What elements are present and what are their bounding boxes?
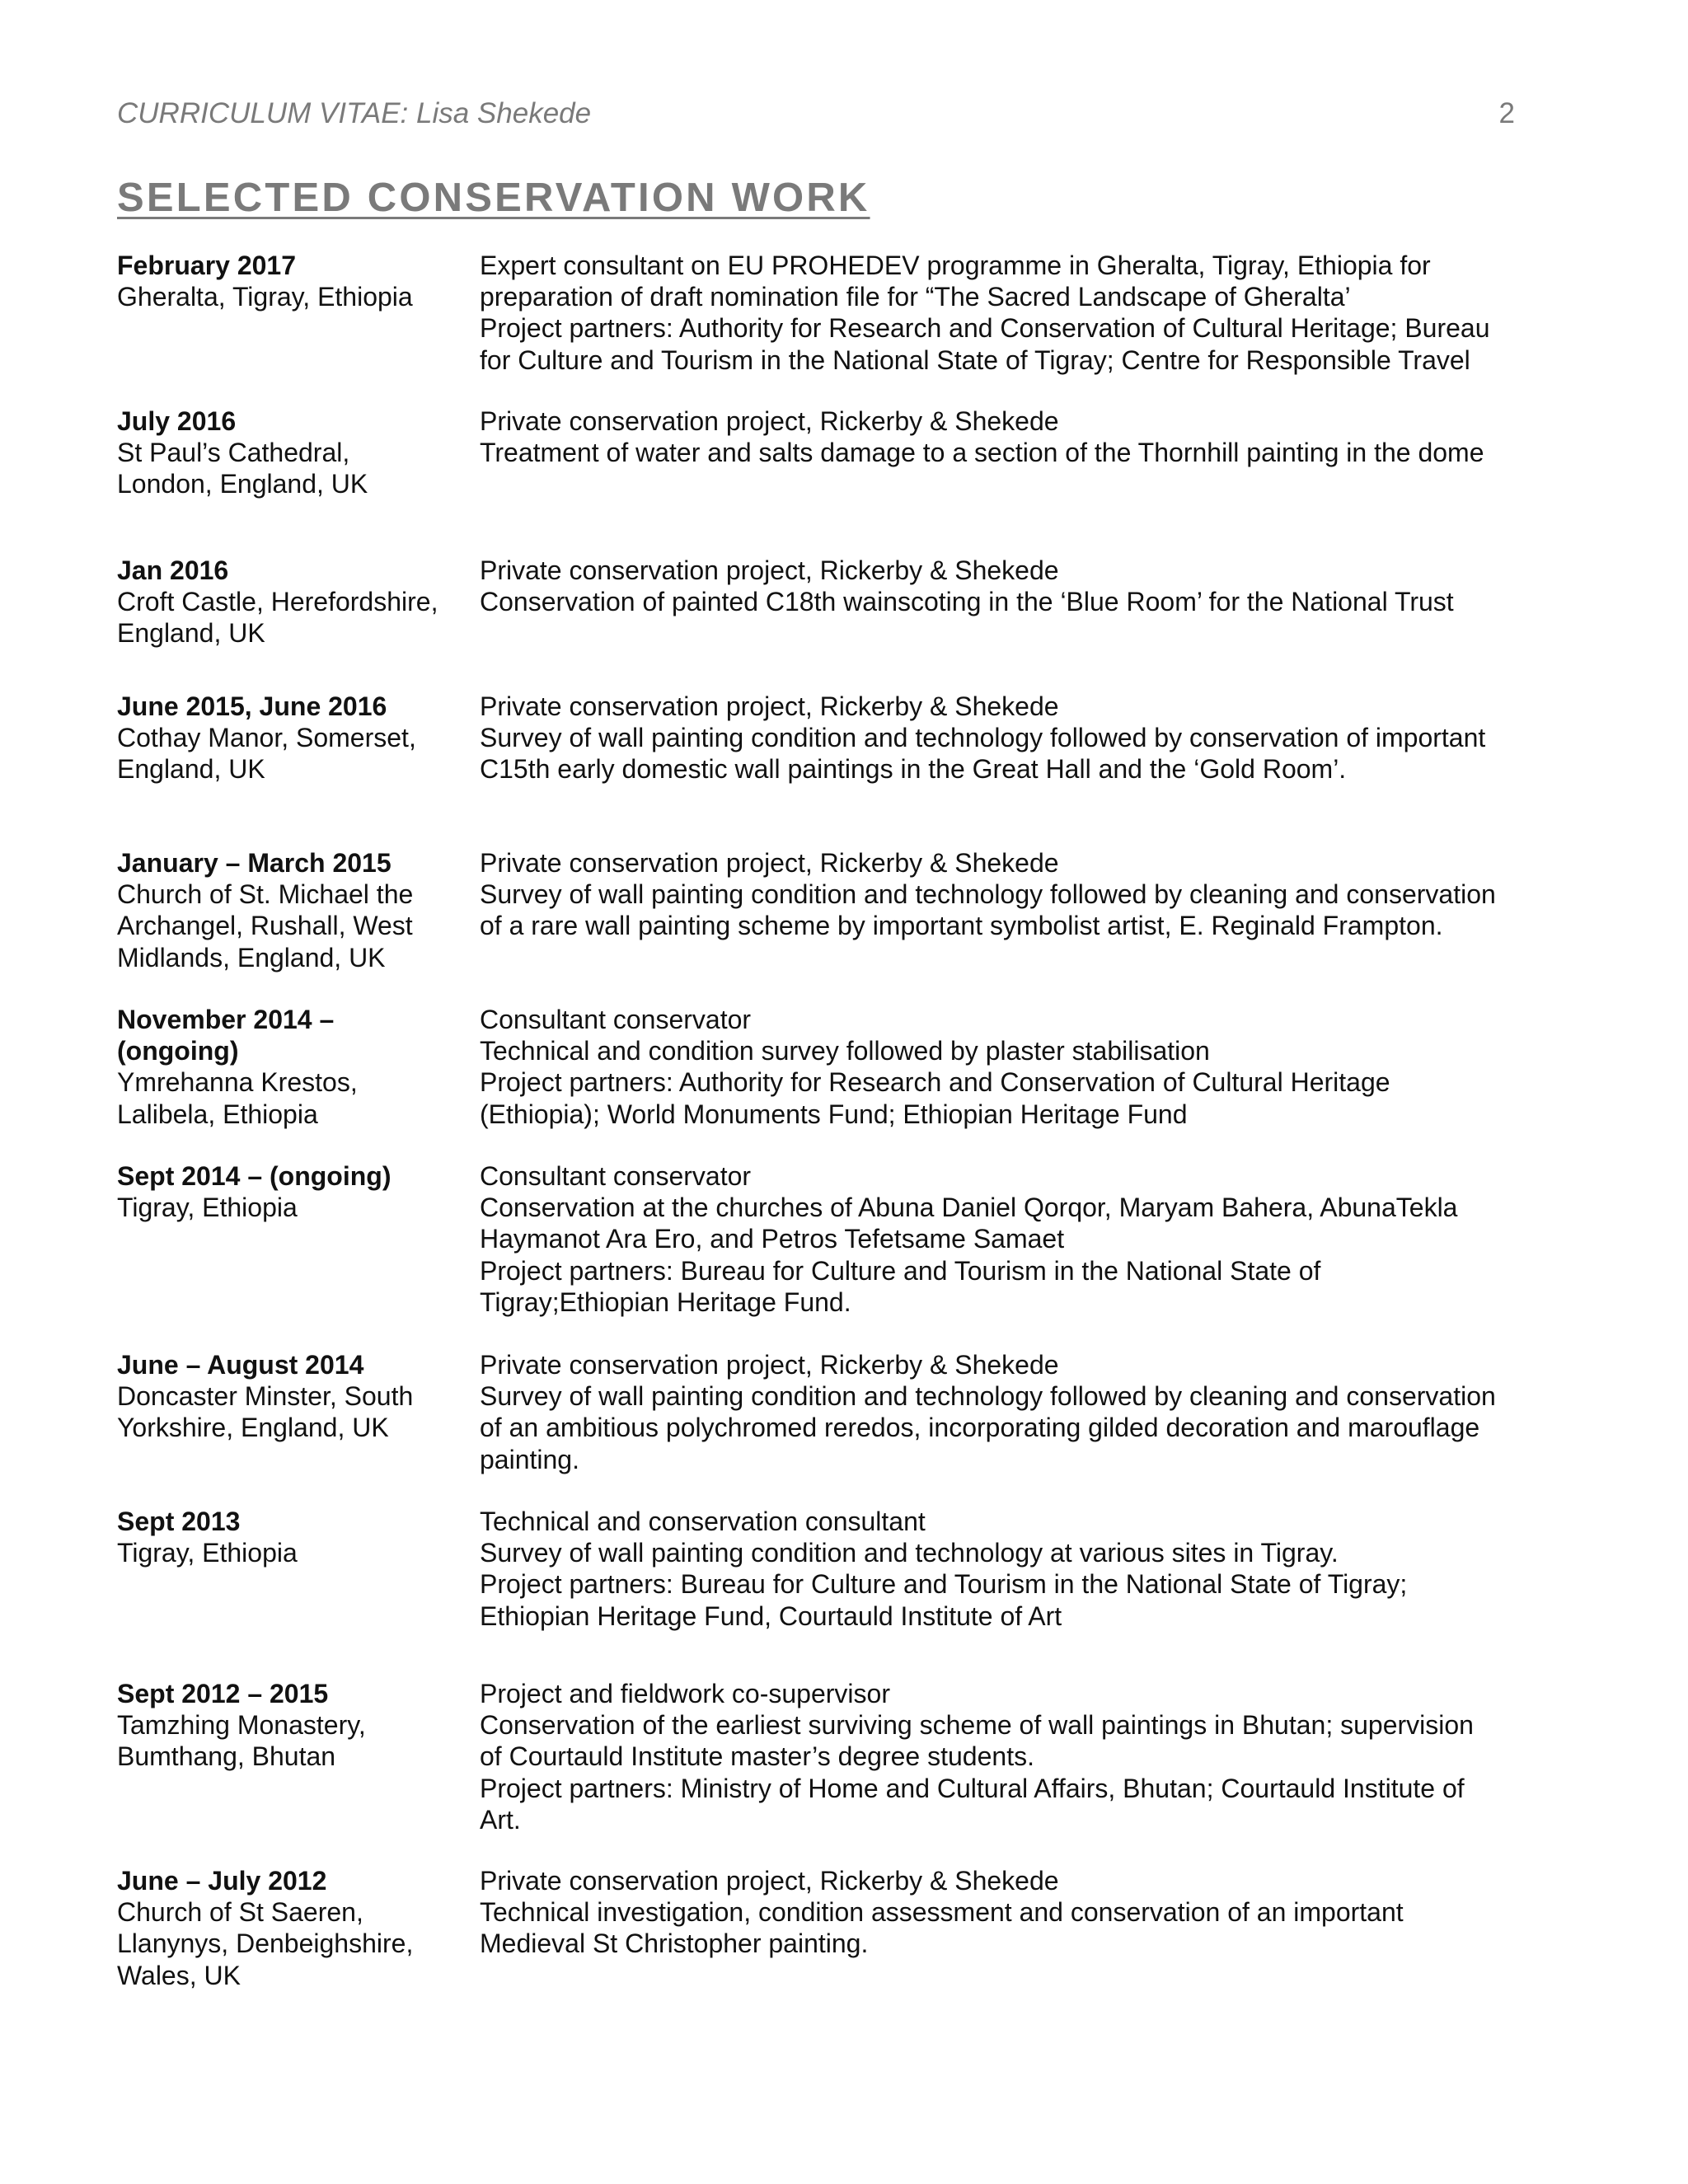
entry-detail-line: Technical investigation, condition assessment and conservation of an important — [480, 1897, 1404, 1928]
entry-location: Ymrehanna Krestos, — [117, 1067, 358, 1098]
entry-location: Archangel, Rushall, West — [117, 911, 413, 941]
entry-detail-line: Ethiopian Heritage Fund, Courtauld Institute of Art — [480, 1601, 1062, 1631]
page-number: 2 — [1498, 97, 1515, 129]
entry-detail-line: Technical and conservation consultant — [480, 1507, 926, 1536]
entry-description — [480, 555, 1667, 617]
entry-description — [480, 405, 1667, 468]
entry-date-location — [117, 1160, 463, 1223]
entry-detail-line: Private conservation project, Rickerby & Shekede — [480, 691, 1059, 721]
entry-detail-line: Survey of wall painting condition and technology followed by conservation of important — [480, 723, 1486, 753]
entry-location: Lalibela, Ethiopia — [117, 1099, 318, 1129]
header-person-name: : Lisa Shekede — [400, 97, 592, 129]
entry-detail-line: painting. — [480, 1444, 579, 1474]
entry-location: Church of St. Michael the — [117, 879, 414, 910]
entry-date-location — [117, 1865, 463, 1991]
entry-date-location — [117, 1004, 463, 1130]
page-header — [117, 97, 1515, 134]
entry-location: Wales, UK — [117, 1960, 241, 1990]
entry-detail-line: Project partners: Authority for Research and Conservation of Cultural Heritage; Bureau — [480, 313, 1490, 344]
entry-detail-line: Private conservation project, Rickerby & Shekede — [480, 555, 1059, 585]
entry-description — [480, 691, 1667, 785]
entry-detail-line: Haymanot Ara Ero, and Petros Tefetsame Samaet — [480, 1224, 1065, 1254]
entry-detail-line: Art. — [480, 1804, 521, 1835]
entry-date-location — [117, 1349, 463, 1444]
entry-detail-line: Project and fieldwork co-supervisor — [480, 1679, 890, 1708]
entry-detail-line: Survey of wall painting condition and technology at various sites in Tigray. — [480, 1538, 1339, 1568]
entry-date-location — [117, 250, 463, 312]
entry-location: Doncaster Minster, South — [117, 1381, 414, 1412]
entry-location: Midlands, England, UK — [117, 942, 386, 972]
entry-detail-line: Private conservation project, Rickerby & Shekede — [480, 848, 1059, 878]
entry-date-location — [117, 691, 463, 785]
entry-detail-line: Treatment of water and salts damage to a section of the Thornhill painting in the dome — [480, 438, 1484, 468]
entry-location: Gheralta, Tigray, Ethiopia — [117, 282, 413, 312]
entry-detail-line: of Courtauld Institute master’s degree students. — [480, 1741, 1034, 1772]
entry-detail-line: for Culture and Tourism in the National State of Tigray; Centre for Responsible Travel — [480, 344, 1470, 375]
entry-date: Jan 2016 — [117, 555, 229, 585]
entry-detail-line: Tigray;Ethiopian Heritage Fund. — [480, 1286, 851, 1317]
header-title — [117, 97, 591, 130]
entry-location: Tigray, Ethiopia — [117, 1538, 298, 1568]
entry-location: England, UK — [117, 754, 265, 785]
entry-description — [480, 1004, 1667, 1130]
entry-detail-line: Technical and condition survey followed by plaster stabilisation — [480, 1036, 1210, 1066]
entry-date: Sept 2014 – (ongoing) — [117, 1161, 392, 1191]
entry-location: England, UK — [117, 618, 265, 649]
entry-date-location — [117, 405, 463, 500]
entry-detail-line: Consultant conservator — [480, 1161, 752, 1191]
entry-location: Croft Castle, Herefordshire, — [117, 587, 438, 617]
entry-detail-line: Conservation at the churches of Abuna Daniel Qorqor, Maryam Bahera, AbunaTekla — [480, 1193, 1458, 1223]
entry-date-location — [117, 1678, 463, 1773]
entry-detail-line: Conservation of the earliest surviving scheme of wall paintings in Bhutan; supervision — [480, 1710, 1474, 1741]
header-cv-label: CURRICULUM VITAE — [117, 97, 401, 129]
entry-detail-line: Private conservation project, Rickerby & Shekede — [480, 1866, 1059, 1896]
entry-description — [480, 847, 1667, 942]
entry-description — [480, 250, 1667, 376]
section-title: SELECTED CONSERVATION WORK — [117, 176, 870, 220]
entry-location: Tigray, Ethiopia — [117, 1193, 298, 1223]
entry-date-location — [117, 1506, 463, 1568]
entry-description — [480, 1865, 1667, 1960]
entry-location: Yorkshire, England, UK — [117, 1413, 389, 1443]
entry-detail-line: Private conservation project, Rickerby & Shekede — [480, 406, 1059, 436]
entry-date: November 2014 – — [117, 1005, 335, 1034]
entry-location: St Paul’s Cathedral, — [117, 438, 350, 468]
entry-detail-line: Medieval St Christopher painting. — [480, 1929, 869, 1959]
entry-detail-line: Private conservation project, Rickerby & Shekede — [480, 1350, 1059, 1380]
entry-detail-line: Survey of wall painting condition and technology followed by cleaning and conservation — [480, 1381, 1496, 1412]
entry-detail-line: (Ethiopia); World Monuments Fund; Ethiopian Heritage Fund — [480, 1099, 1188, 1129]
entry-location: Cothay Manor, Somerset, — [117, 723, 416, 753]
entry-date: June – August 2014 — [117, 1350, 364, 1380]
entry-description — [480, 1349, 1667, 1475]
entry-detail-line: of a rare wall painting scheme by important symbolist artist, E. Reginald Frampton. — [480, 911, 1443, 941]
entry-detail-line: Project partners: Authority for Research and Conservation of Cultural Heritage — [480, 1067, 1390, 1098]
entry-date-location — [117, 847, 463, 973]
entry-detail-line: Project partners: Ministry of Home and Cultural Affairs, Bhutan; Courtauld Institute of — [480, 1773, 1465, 1803]
entry-detail-line: preparation of draft nomination file for “The Sacred Landscape of Gheralta’ — [480, 282, 1351, 312]
entry-detail-line: Project partners: Bureau for Culture and Tourism in the National State of Tigray; — [480, 1569, 1408, 1600]
entry-date: June – July 2012 — [117, 1866, 327, 1896]
entry-detail-line: Expert consultant on EU PROHEDEV programme in Gheralta, Tigray, Ethiopia for — [480, 251, 1431, 280]
entry-date-location — [117, 555, 463, 649]
entry-detail-line: Consultant conservator — [480, 1005, 752, 1034]
entry-date: Sept 2012 – 2015 — [117, 1679, 329, 1708]
entry-detail-line: of an ambitious polychromed reredos, incorporating gilded decoration and marouflage — [480, 1413, 1480, 1443]
entry-description — [480, 1160, 1667, 1318]
entry-location: London, England, UK — [117, 469, 368, 499]
entry-location: Bumthang, Bhutan — [117, 1741, 336, 1772]
entry-date: June 2015, June 2016 — [117, 691, 387, 721]
entry-date: February 2017 — [117, 251, 297, 280]
entry-detail-line: Conservation of painted C18th wainscoting in the ‘Blue Room’ for the National Trust — [480, 587, 1454, 617]
entry-location: Tamzhing Monastery, — [117, 1710, 366, 1741]
entry-date: January – March 2015 — [117, 848, 392, 878]
entry-location: Llanynys, Denbeighshire, — [117, 1929, 414, 1959]
entry-detail-line: C15th early domestic wall paintings in the Great Hall and the ‘Gold Room’. — [480, 754, 1347, 785]
entry-location: Church of St Saeren, — [117, 1897, 363, 1928]
entry-description — [480, 1506, 1667, 1632]
entry-date: Sept 2013 — [117, 1507, 241, 1536]
entry-detail-line: Project partners: Bureau for Culture and Tourism in the National State of — [480, 1255, 1321, 1286]
entry-detail-line: Survey of wall painting condition and technology followed by cleaning and conservation — [480, 879, 1496, 910]
entry-date: (ongoing) — [117, 1036, 239, 1066]
entry-date: July 2016 — [117, 406, 237, 436]
entry-description — [480, 1678, 1667, 1835]
